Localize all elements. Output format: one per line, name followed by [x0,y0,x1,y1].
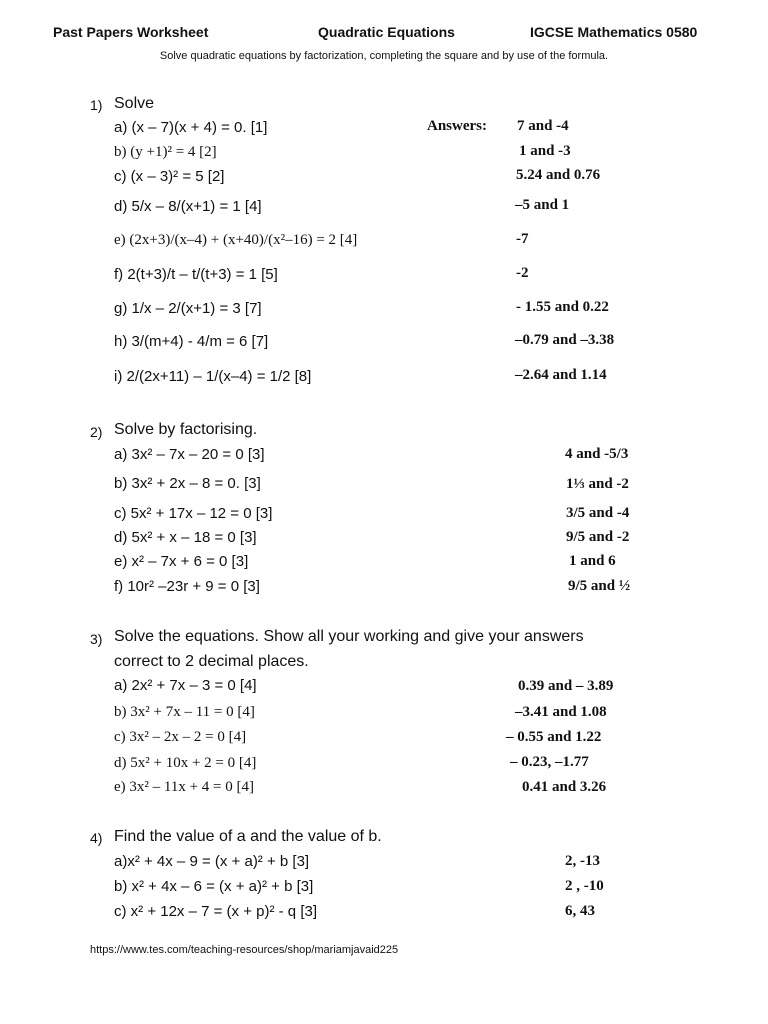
answer: 1 and 6 [569,553,616,569]
answer: 7 and -4 [517,118,569,134]
answer: 0.41 and 3.26 [522,779,607,795]
header-middle: Quadratic Equations [318,24,455,40]
answer: –5 and 1 [515,197,570,213]
question-item: c) x² + 12x – 7 = (x + p)² - q [3] [114,903,317,920]
answer: 5.24 and 0.76 [516,167,601,183]
question-title: Solve by factorising. [114,421,258,438]
subtitle: Solve quadratic equations by factorization, completing the square and by use of the formula. [159,50,609,62]
answer: – 0.23, –1.77 [510,754,589,770]
answers-label: Answers: [427,118,487,134]
question-item: c) 5x² + 17x – 12 = 0 [3] [114,505,273,522]
question-title: Find the value of a and the value of b. [114,828,382,845]
footer-link[interactable]: https://www.tes.com/teaching-resources/shop/mariamjavaid225 [90,944,399,956]
answer: –3.41 and 1.08 [515,704,607,720]
question-item: b) x² + 4x – 6 = (x + a)² + b [3] [114,878,314,895]
answer: 2, -13 [565,853,600,869]
question-item: b) 3x² + 2x – 8 = 0. [3] [114,475,261,492]
question-item: f) 10r² –23r + 9 = 0 [3] [114,578,260,595]
answer: 3/5 and -4 [566,505,630,521]
answer: 2 , -10 [565,878,604,894]
answer: –2.64 and 1.14 [515,367,607,383]
question-item: a) 3x² – 7x – 20 = 0 [3] [114,446,265,463]
question-number: 4) [90,830,103,846]
answer: -2 [516,265,529,281]
header-left: Past Papers Worksheet [53,24,209,40]
question-item: e) 3x² – 11x + 4 = 0 [4] [114,779,255,795]
question-number: 3) [90,631,103,647]
answer: - 1.55 and 0.22 [516,299,609,315]
question-item: g) 1/x – 2/(x+1) = 3 [7] [114,300,262,317]
question-item: a)x² + 4x – 9 = (x + a)² + b [3] [114,853,310,870]
answer: 1⅓ and -2 [566,476,629,492]
question-item: a) 2x² + 7x – 3 = 0 [4] [114,677,257,694]
answer: 6, 43 [565,903,595,919]
question-item: a) (x – 7)(x + 4) = 0. [1] [114,119,268,136]
header-right: IGCSE Mathematics 0580 [530,24,698,40]
question-title: Solve [114,95,155,112]
question-item: c) (x – 3)² = 5 [2] [114,168,225,185]
question-item: d) 5x² + x – 18 = 0 [3] [114,529,257,546]
answer: 0.39 and – 3.89 [518,678,614,694]
question-item: b) 3x² + 7x – 11 = 0 [4] [114,704,255,720]
question-item: f) 2(t+3)/t – t/(t+3) = 1 [5] [114,266,278,283]
answer: 1 and -3 [519,143,571,159]
answer: 9/5 and -2 [566,529,630,545]
question-number: 2) [90,424,103,440]
question-title: Solve the equations. Show all your working and give your answers [114,628,584,645]
answer: -7 [516,231,529,247]
answer: 9/5 and ½ [568,578,631,594]
question-item: d) 5x² + 10x + 2 = 0 [4] [114,755,257,771]
question-item: d) 5/x – 8/(x+1) = 1 [4] [114,198,262,215]
question-item: e) (2x+3)/(x–4) + (x+40)/(x²–16) = 2 [4] [114,232,358,248]
question-item: c) 3x² – 2x – 2 = 0 [4] [114,729,247,745]
question-item: b) (y +1)² = 4 [2] [114,144,217,160]
question-item: i) 2/(2x+11) – 1/(x–4) = 1/2 [8] [114,368,312,385]
question-item: e) x² – 7x + 6 = 0 [3] [114,553,249,570]
question-item: h) 3/(m+4) - 4/m = 6 [7] [114,333,269,350]
answer: –0.79 and –3.38 [515,332,615,348]
question-number: 1) [90,97,103,113]
answer: 4 and -5/3 [565,446,629,462]
question-title-continued: correct to 2 decimal places. [114,653,309,670]
answer: – 0.55 and 1.22 [506,729,602,745]
